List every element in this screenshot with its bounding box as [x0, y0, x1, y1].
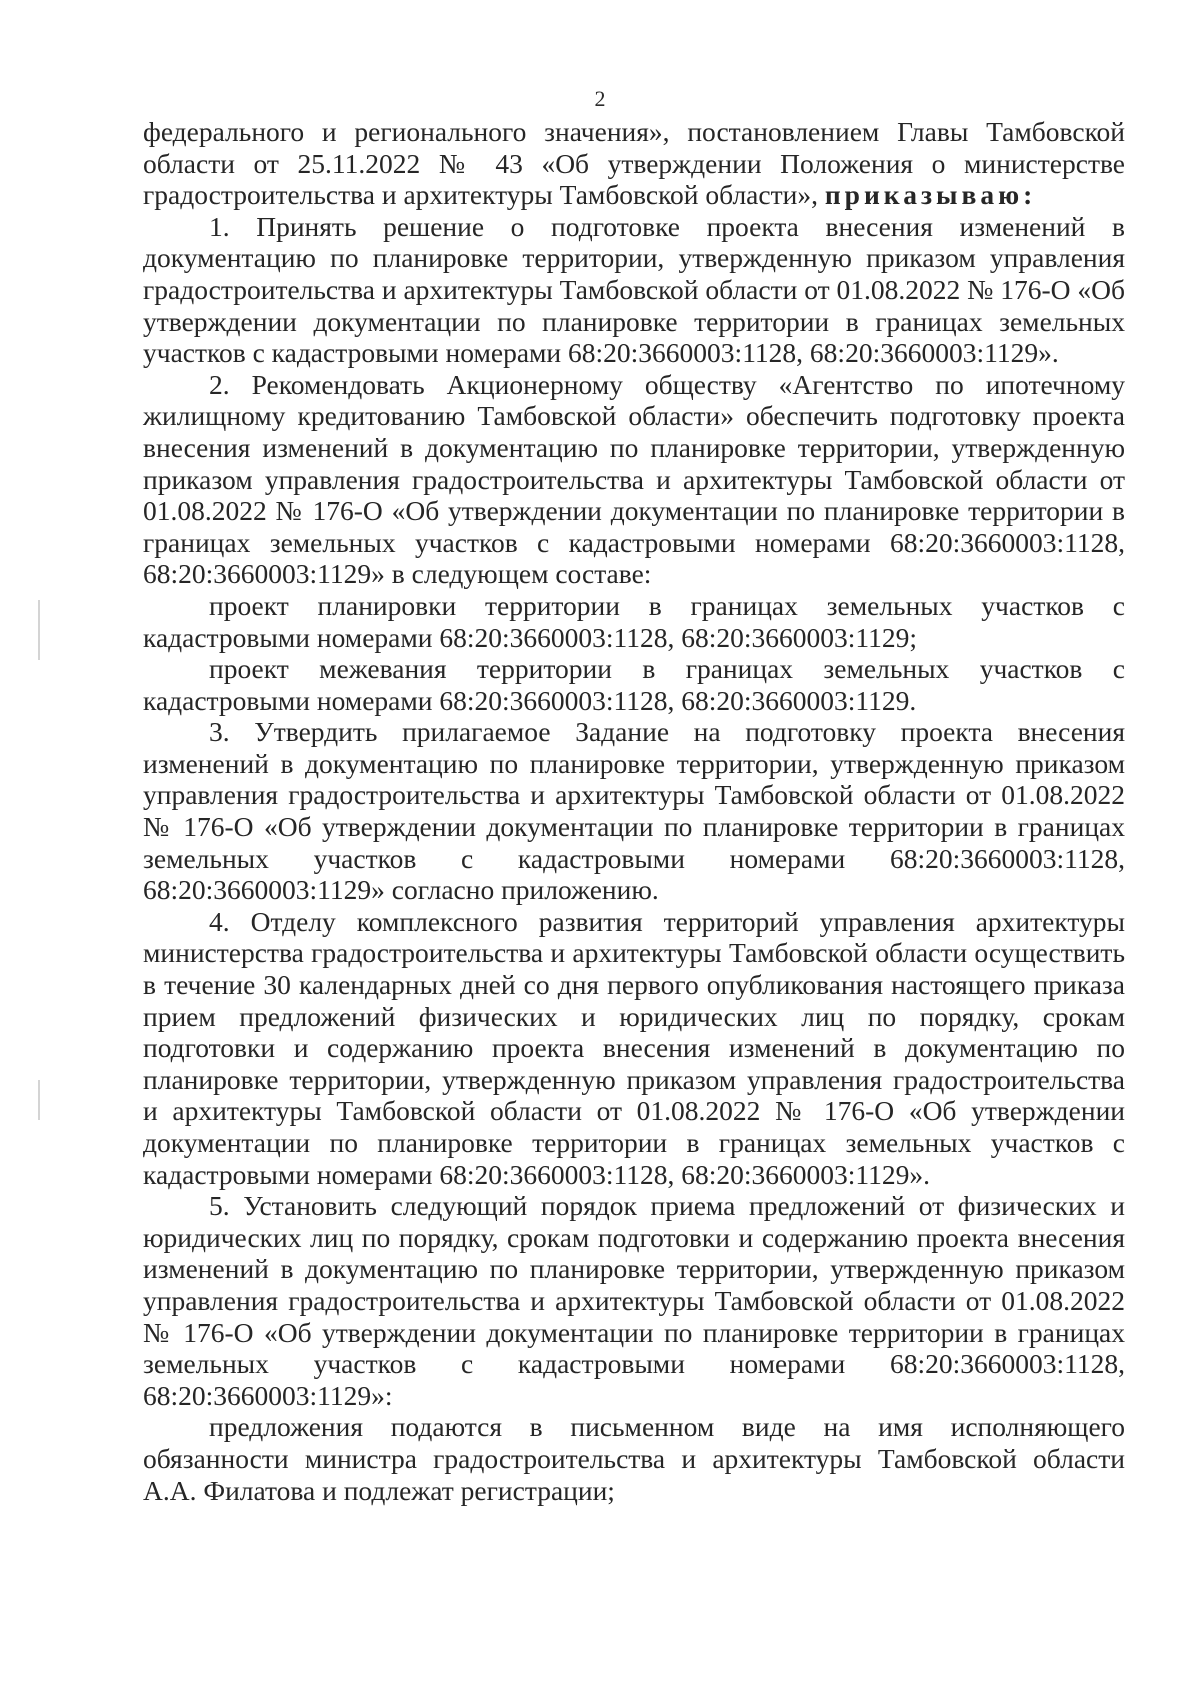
paragraph-text: федерального и регионального значения», постановлением Главы Тамбовской области от 25.11.2022 № 43 «Об утверждении Положения о министерстве градостроительства и архитектуры Тамбовской области», — [143, 116, 1125, 211]
paragraph-item-4: 4. Отделу комплексного развития территорий управления архитектуры министерства градостроительства и архитектуры Тамбовской области осуществить в течение 30 календарных дней со дня первого опубликования настоящего приказа прием предложений физических и юридических лиц по порядку, срокам подготовки и содержанию проекта внесения изменений в документацию по планировке территории, утвержденную приказом управления градостроительства и архитектуры Тамбовской области от 01.08.2022 № 176-О «Об утверждении документации по планировке территории в границах земельных участков с кадастровыми номерами 68:20:3660003:1128, 68:20:3660003:1129». — [143, 905, 1125, 1190]
paragraph-item-1: 1. Принять решение о подготовке проекта внесения изменений в документацию по планировке территории, утвержденную приказом управления градостроительства и архитектуры Тамбовской области от 01.08.2022 № 176-О «Об утверждении документации по планировке территории в границах земельных участков с кадастровыми номерами 68:20:3660003:1128, 68:20:3660003:1129». — [143, 210, 1125, 369]
paragraph-item-5-procedure: предложения подаются в письменном виде на имя исполняющего обязанности министра градостроительства и архитектуры Тамбовской области А.А. Филатова и подлежат регистрации; — [143, 1411, 1125, 1506]
page-number: 2 — [594, 86, 606, 111]
order-keyword: приказываю: — [824, 179, 1037, 211]
paragraph-item-2-surveying: проект межевания территории в границах земельных участков с кадастровыми номерами 68:20:3660003:1128, 68:20:3660003:1129. — [143, 653, 1125, 716]
paragraph-intro — [143, 116, 1125, 211]
paragraph-item-5: 5. Установить следующий порядок приема предложений от физических и юридических лиц по порядку, срокам подготовки и содержанию проекта внесения изменений в документацию по планировке территории, утвержденную приказом управления градостроительства и архитектуры Тамбовской области от 01.08.2022 № 176-О «Об утверждении документации по планировке территории в границах земельных участков с кадастровыми номерами 68:20:3660003:1128, 68:20:3660003:1129»: — [143, 1190, 1125, 1411]
paragraph-item-2: 2. Рекомендовать Акционерному обществу «Агентство по ипотечному жилищному кредитованию Тамбовской области» обеспечить подготовку проекта внесения изменений в документацию по планировке территории, утвержденную приказом управления градостроительства и архитектуры Тамбовской области от 01.08.2022 № 176-О «Об утверждении документации по планировке территории в границах земельных участков с кадастровыми номерами 68:20:3660003:1128, 68:20:3660003:1129» в следующем составе: — [143, 368, 1125, 590]
paragraph-item-2-planning: проект планировки территории в границах земельных участков с кадастровыми номерами 68:20:3660003:1128, 68:20:3660003:1129; — [143, 589, 1125, 653]
document-body — [143, 116, 1125, 1506]
scan-edge-mark — [38, 600, 40, 660]
scan-edge-mark — [38, 1080, 40, 1120]
paragraph-item-3: 3. Утвердить прилагаемое Задание на подготовку проекта внесения изменений в документацию по планировке территории, утвержденную приказом управления градостроительства и архитектуры Тамбовской области от 01.08.2022 № 176-О «Об утверждении документации по планировке территории в границах земельных участков с кадастровыми номерами 68:20:3660003:1128, 68:20:3660003:1129» согласно приложению. — [143, 716, 1125, 906]
